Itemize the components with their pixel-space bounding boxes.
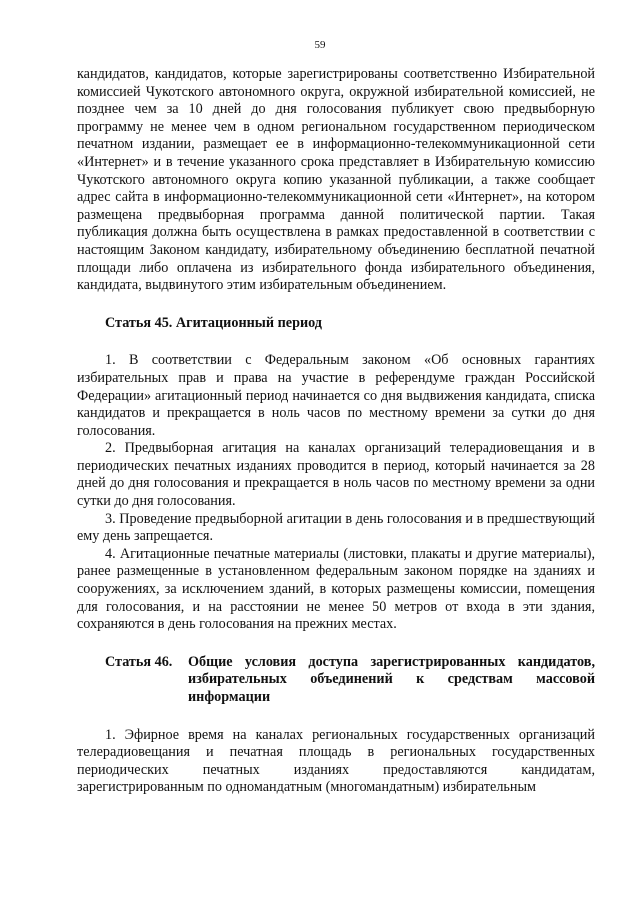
page-number: 59 [314, 39, 326, 51]
article-46-number: Статья 46. [105, 653, 173, 670]
document-body [77, 66, 595, 797]
continuation-paragraph: кандидатов, кандидатов, которые зарегистрированы соответственно Избирательной комиссией Чукотского автономного округа, окружной избирательной комиссией, не позднее чем за 10 дней до дня голосования публикует свою предвыборную программу не менее чем в одном региональном государственном периодическом печатном издании, размещает ее в информационно-телекоммуникационной сети «Интернет» и в течение указанного срока представляет в Избирательную комиссию Чукотского автономного округа копию указанной публикации, а также сообщает адрес сайта в информационно-телекоммуникационной сети «Интернет», на котором размещена предвыборная программа данной политической партии. Такая публикация должна быть осуществлена в рамках предоставленной в соответствии с настоящим Законом кандидату, избирательному объединению бесплатной печатной площади либо оплачена из избирательного фонда избирательного объединения, кандидата, выдвинутого этим избирательным объединением. [77, 66, 595, 294]
article-46-heading [77, 654, 595, 707]
article-45-heading: Статья 45. Агитационный период [105, 314, 322, 331]
article-45-paragraph-3: 3. Проведение предвыборной агитации в день голосования и в предшествующий ему день запрещается. [77, 510, 595, 545]
article-45-paragraph-1: 1. В соответствии с Федеральным законом «Об основных гарантиях избирательных прав и права на участие в референдуме граждан Российской Федерации» агитационный период начинается со дня выдвижения кандидата, списка кандидатов и прекращается в ноль часов по местному времени за сутки до дня голосования. [77, 352, 595, 439]
article-46-title: Общие условия доступа зарегистрированных кандидатов, избирательных объединений к средствам массовой информации [188, 653, 595, 705]
article-45-paragraph-2: 2. Предвыборная агитация на каналах организаций телерадиовещания и в периодических печатных изданиях проводится в период, который начинается за 28 дней до дня голосования и прекращается в ноль часов по местному времени за одни сутки до дня голосования. [77, 440, 595, 510]
article-45-paragraph-4: 4. Агитационные печатные материалы (листовки, плакаты и другие материалы), ранее размещенные в установленном федеральным законом порядке на зданиях и сооружениях, за исключением зданий, в которых размещены комиссии, помещения для голосования, и на расстоянии не менее 50 метров от входа в эти здания, сохраняются в день голосования на прежних местах. [77, 545, 595, 633]
article-46-paragraph-1: 1. Эфирное время на каналах региональных государственных организаций телерадиовещания и печатная площадь в региональных государственных периодических печатных изданиях предоставляются кандидатам, зарегистрированным по одномандатным (многомандатным) избирательным [77, 726, 595, 796]
